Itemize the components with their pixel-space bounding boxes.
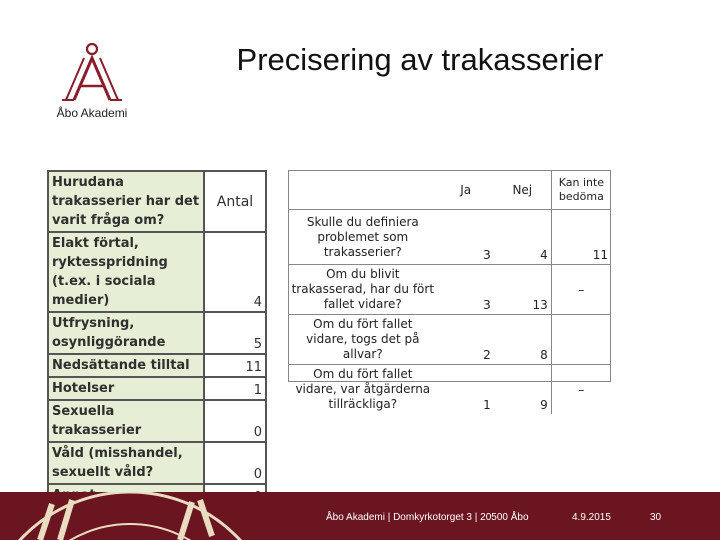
table-row	[288, 315, 611, 365]
row-no: 9	[540, 398, 548, 412]
footer-date: 4.9.2015	[572, 512, 611, 523]
row-yes: 1	[483, 398, 491, 412]
row-no: 13	[532, 298, 548, 312]
row-no: 4	[540, 248, 548, 262]
row-cannot: 11	[551, 210, 611, 265]
row-yes: 3	[483, 248, 491, 262]
row-cannot	[551, 315, 611, 365]
column-cannot-assess: Kan inte bedöma	[551, 171, 611, 210]
row-label: Nedsättande tilltal	[48, 354, 204, 377]
row-count: 5	[204, 312, 266, 354]
row-cannot: –	[551, 265, 611, 315]
column-no: Nej	[512, 183, 533, 197]
row-label: Våld (misshandel, sexuellt våld?	[48, 442, 204, 484]
row-label: Hotelser	[48, 377, 204, 400]
table-row	[48, 232, 266, 312]
row-no: 8	[540, 348, 548, 362]
table-row	[48, 442, 266, 484]
row-cannot: –	[551, 365, 611, 415]
logo-wordmark: Åbo Akademi	[56, 106, 128, 120]
row-count: 1	[204, 377, 266, 400]
table-row	[288, 210, 611, 265]
row-label: Om du fört fallet vidare, togs det på allvar?	[306, 317, 420, 361]
table-header-row	[288, 171, 611, 210]
row-yes: 3	[483, 298, 491, 312]
row-count: 4	[204, 232, 266, 312]
table-row	[48, 312, 266, 354]
table-row	[48, 377, 266, 400]
footer-page-number: 30	[650, 512, 662, 523]
table-header-row	[48, 171, 266, 232]
footer-address: Åbo Akademi | Domkyrkotorget 3 | 20500 Åbo	[326, 512, 529, 523]
row-label: Elakt förtal, ryktesspridning (t.ex. i sociala medier)	[48, 232, 204, 312]
handling-table	[288, 170, 611, 414]
row-label: Utfrysning, osynliggörande	[48, 312, 204, 354]
row-label: Skulle du definiera problemet som trakasserier?	[306, 214, 419, 259]
row-label: Om du fört fallet vidare, var åtgärderna tillräckliga?	[295, 367, 431, 411]
slide-title: Precisering av trakasserier	[236, 42, 604, 77]
column-yes: Ja	[460, 183, 472, 197]
table-row	[48, 400, 266, 442]
header-question: Hurudana trakasserier har det varit fråga om?	[48, 171, 204, 232]
table-row	[288, 365, 611, 415]
table-row	[48, 354, 266, 377]
row-count: 0	[204, 400, 266, 442]
harassment-type-table	[47, 170, 267, 508]
university-seal-icon	[0, 492, 250, 540]
row-count: 0	[204, 442, 266, 484]
row-yes: 2	[483, 348, 491, 362]
row-count: 11	[204, 354, 266, 377]
table-row	[288, 265, 611, 315]
header-count: Antal	[204, 171, 266, 232]
row-label: Sexuella trakasserier	[48, 400, 204, 442]
row-label: Om du blivit trakasserad, har du fört fallet vidare?	[291, 267, 435, 311]
